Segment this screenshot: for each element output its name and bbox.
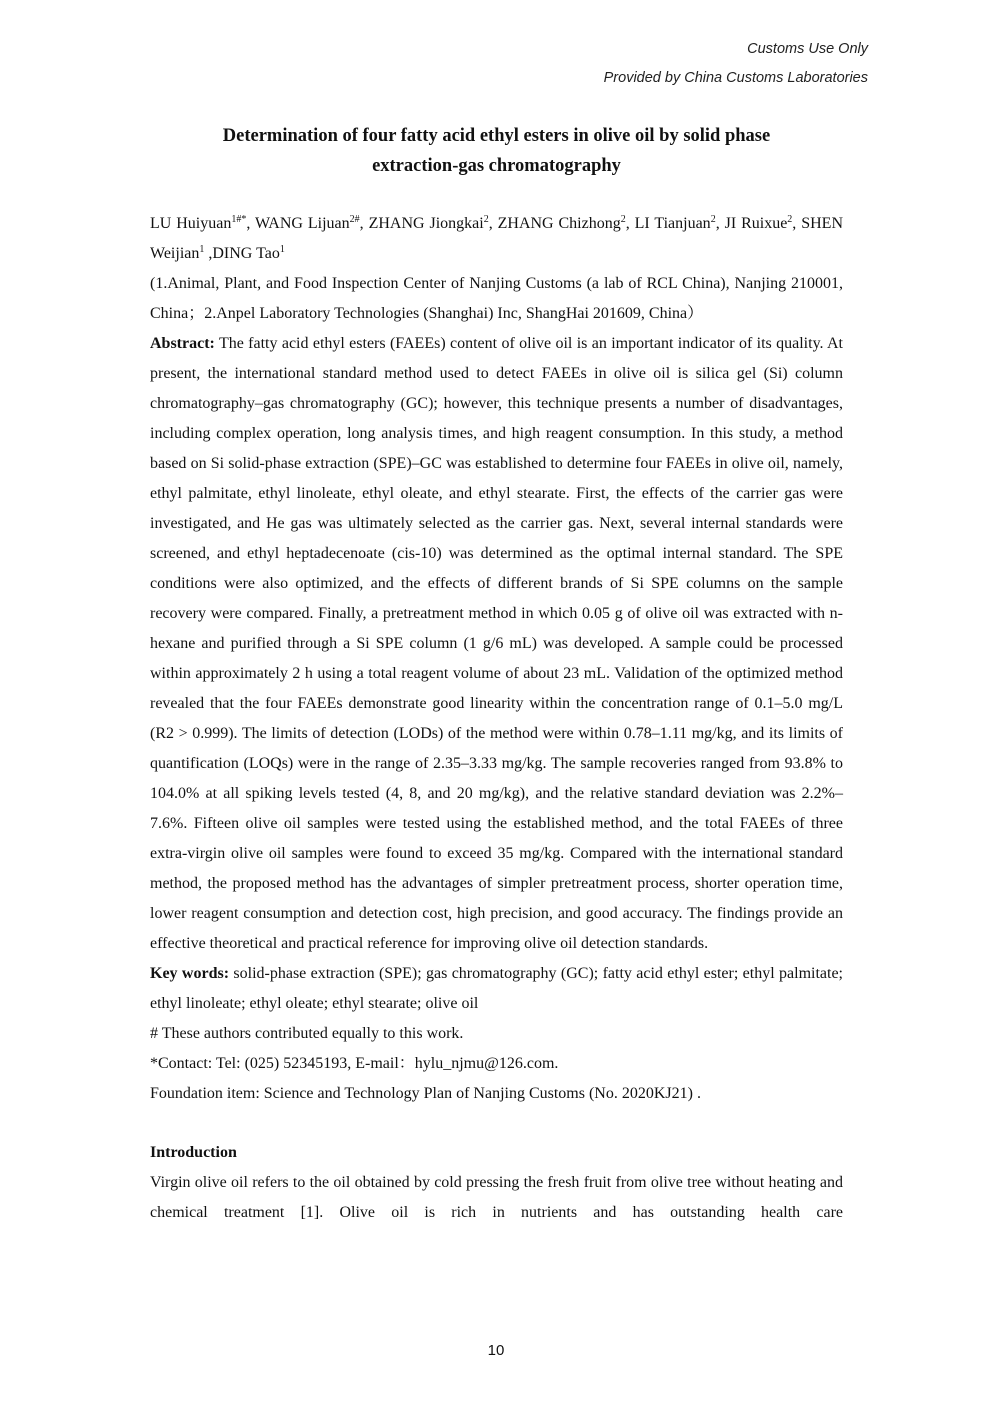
header-note-customs: Customs Use Only — [747, 41, 868, 57]
paper-title — [150, 121, 843, 181]
introduction-heading: Introduction — [150, 1144, 237, 1161]
affiliations: (1.Animal, Plant, and Food Inspection Center of Nanjing Customs (a lab of RCL China), Nanjing 210001, China；2.Anpel Laboratory Technologies (Shanghai) Inc, ShangHai 201609, China） — [150, 275, 843, 322]
keywords-label: Key words: — [150, 965, 230, 982]
author: DING Tao$^1$ — [212, 244, 285, 262]
keywords-text: solid-phase extraction (SPE); gas chromatography (GC); fatty acid ethyl ester; ethyl palmitate; ethyl linoleate; ethyl oleate; ethyl stearate; olive oil — [150, 965, 844, 1012]
author: WANG Lijuan$^{2\#}$, — [254, 214, 369, 232]
equal-contribution-note: # These authors contributed equally to this work. — [150, 1025, 464, 1042]
keywords — [150, 959, 843, 1019]
paper-body — [150, 209, 843, 1228]
author: LI Tianjuan$^2$, — [634, 214, 725, 232]
author: LU Huiyuan$^{1\#*}$, — [150, 214, 255, 232]
section-gap — [150, 1109, 843, 1138]
title-line-2: extraction-gas chromatography — [372, 156, 621, 176]
author: ZHANG Jiongkai$^2$, — [368, 214, 498, 232]
author: JI Ruixue$^2$, — [724, 214, 802, 232]
foundation-note: Foundation item: Science and Technology Plan of Nanjing Customs (No. 2020KJ21) . — [150, 1085, 701, 1102]
contact-note: *Contact: Tel: (025) 52345193, E-mail：hylu_njmu@126.com. — [150, 1055, 559, 1072]
author-list — [150, 209, 843, 269]
abstract-label: Abstract: — [150, 335, 215, 352]
author: ZHANG Chizhong$^2$, — [497, 214, 635, 232]
abstract-text: The fatty acid ethyl esters (FAEEs) content of olive oil is an important indicator of its quality. At present, the international standard method used to detect FAEEs in olive oil is silica gel (Si) column chromatography–gas chromatography (GC); however, this technique presents a number of disadvantages, including complex operation, long analysis times, and high reagent consumption. In this study, a method based on Si solid-phase extraction (SPE)–GC was established to determine four FAEEs in olive oil, namely, ethyl palmitate, ethyl linoleate, ethyl oleate, and ethyl stearate. First, the effects of the carrier gas were investigated, and He gas was ultimately selected as the carrier gas. Next, several internal standards were screened, and ethyl heptadecenoate (cis-10) was determined as the optimal internal standard. The SPE conditions were also optimized, and the effects of different brands of Si SPE columns on the sample recovery were compared. Finally, a pretreatment method in which 0.05 g of olive oil was extracted with n-hexane and purified through a Si SPE column (1 g/6 mL) was developed. A sample could be processed within approximately 2 h using a total reagent volume of about 23 mL. Validation of the optimized method revealed that the four FAEEs demonstrate good linearity within the concentration range of 0.1–5.0 mg/L (R2 > 0.999). The limits of detection (LODs) of the method were within 0.78–1.11 mg/kg, and its limits of quantification (LOQs) were in the range of 2.35–3.33 mg/kg. The sample recoveries ranged from 93.8% to 104.0% at all spiking levels tested (4, 8, and 20 mg/kg), and the relative standard deviation was 2.2%–7.6%. Fifteen olive oil samples were tested using the established method, and the total FAEEs of three extra-virgin olive oil samples were found to exceed 35 mg/kg. Compared with the international standard method, the proposed method has the advantages of simpler pretreatment process, shorter operation time, lower reagent consumption and detection cost, high precision, and good accuracy. The findings provide an effective theoretical and practical reference for improving olive oil detection standards. — [150, 335, 843, 952]
introduction-text: Virgin olive oil refers to the oil obtained by cold pressing the fresh fruit from olive tree without heating and chemical treatment [1]. Olive oil is rich in nutrients and has outstanding health care — [150, 1174, 843, 1221]
page-number: 10 — [487, 1342, 505, 1359]
title-line-1: Determination of four fatty acid ethyl esters in olive oil by solid phase — [222, 126, 771, 146]
header-note-provider: Provided by China Customs Laboratories — [603, 70, 868, 86]
abstract — [150, 329, 843, 959]
author: SHEN Weijian$^1$ , — [150, 215, 843, 262]
